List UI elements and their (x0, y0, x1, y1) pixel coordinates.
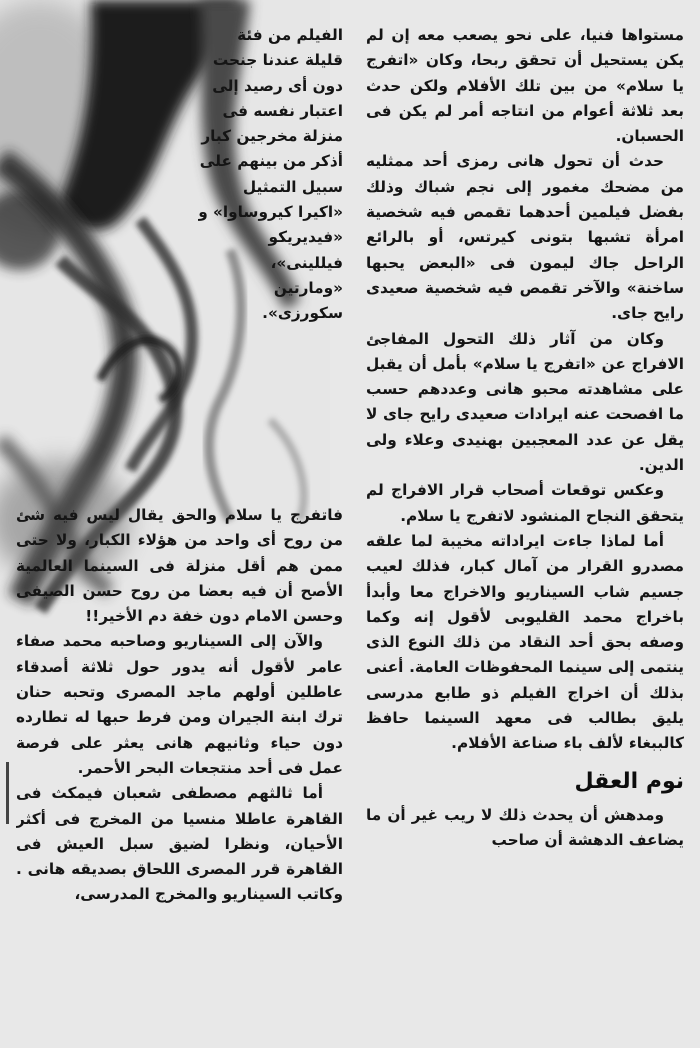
margin-mark (6, 762, 9, 824)
article-column-left-wide (16, 503, 343, 1048)
paragraph: حدث أن تحول هانى رمزى أحد ممثليه من مضحك مغمور إلى نجم شباك وذلك بفضل فيلمين أحدهما تقمص فيه شخصية امرأة تشبها بتونى كيرتس، أو بالرائع الراحل جاك ليمون فى «البعض يحبها ساخنة» والآخر تقمص فيه شخصية صعيدى رايح جاى. (366, 152, 684, 323)
article-column-left-narrow (198, 23, 343, 503)
article-column-right (366, 23, 684, 1048)
paragraph: الفيلم من فئة قليلة عندنا جنحت دون أى رصيد إلى اعتبار نفسه فى منزلة مخرجين كبار أذكر من بينهم على سبيل التمثيل «اكيرا كيروساوا» و «فيديريكو فيللينى»، «ومارتين سكورزى». (198, 26, 343, 323)
paragraph: والآن إلى السيناريو وصاحبه محمد صفاء عامر لأقول أنه يدور حول ثلاثة أصدقاء عاطلين أولهم ماجد المصرى وتحبه حنان ترك ابنة الجيران ومن فرط حبها له تطارده دون حياء وثانيهم هانى يعثر على فرصة عمل فى أحد منتجعات البحر الأحمر. (16, 632, 343, 777)
paragraph: ومدهش أن يحدث ذلك لا ريب غير أن ما يضاعف الدهشة أن صاحب (366, 805, 684, 849)
paragraph: فاتفرج يا سلام والحق يقال ليس فيه شئ من روح أى واحد من هؤلاء الكبار، ولا حتى ممن هم أقل منزلة فى السينما العالمية الأصح أن فيه بعضا من روح حسن الصيفى وحسن الامام دون خفة دم الأخير!! (16, 506, 343, 626)
paragraph: وعكس توقعات أصحاب قرار الافراج لم يتحقق النجاح المنشود لاتفرج يا سلام. (366, 481, 684, 525)
paragraph: أما ثالثهم مصطفى شعبان فيمكث فى القاهرة عاطلا منسيا من المخرج فى أكثر الأحيان، ونظرا لضيق سبل العيش فى القاهرة قرر المصرى اللحاق بصديقه هانى . وكاتب السيناريو والمخرج المدرسى، (16, 784, 343, 904)
paragraph: أما لماذا جاءت ايراداته مخيبة لما علقه مصدرو القرار من آمال كبار، فذلك لعيب جسيم شاب السيناريو والاخراج معا وأبدأ باخراج محمد القليوبى لأقول إنه وكما وصفه بحق أحد النقاد من ذلك النوع الذى ينتمى إلى سينما المحفوظات العامة. أعنى بذلك أن اخراج الفيلم ذو طابع مدرسى يليق بطالب فى معهد السينما حافظ كالببغاء لألف باء صناعة الأفلام. (366, 531, 684, 753)
paragraph: وكان من آثار ذلك التحول المفاجئ الافراج عن «اتفرج يا سلام» بأمل أن يقبل على مشاهدته محبو هانى وعددهم حسب ما افصحت عنه ايرادات صعيدى رايح جاى لا يقل عن عدد المعجبين بهنيدى وعلاء ولى الدين. (366, 329, 684, 475)
subheading: نوم العقل (574, 768, 684, 794)
paragraph: مستواها فنيا، على نحو يصعب معه إن لم يكن يستحيل أن تحقق ربحا، وكان «اتفرج يا سلام» من بين تلك الأفلام ولكن حدث بعد ثلاثة أعوام من انتاجه أمر لم يكن فى الحسبان. (366, 26, 684, 146)
